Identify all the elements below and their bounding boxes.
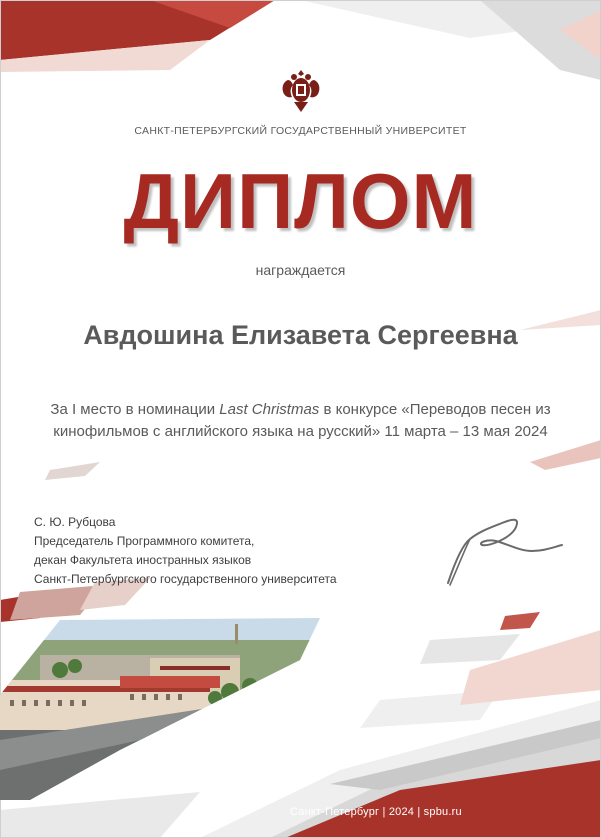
handwritten-signature [440,505,570,590]
award-description [20,399,581,443]
recipient-name: Авдошина Елизавета Сергеевна [83,320,518,350]
footer-text: Санкт-Петербург | 2024 | spbu.ru [290,806,462,818]
signatory-university: Санкт-Петербургского государственного университета [34,572,337,586]
signatory-name: С. Ю. Рубцова [34,515,116,529]
signatory-block [34,513,337,589]
university-name: САНКТ-ПЕТЕРБУРГСКИЙ ГОСУДАРСТВЕННЫЙ УНИВЕРСИТЕТ [134,125,467,137]
description-part1: За I место в номинации [50,401,220,418]
description-part2: в конкурсе «Переводов песен из кинофильмов с английского языка на русский» 11 марта – 13 мая 2024 [53,401,551,440]
page-title: ДИПЛОМ [123,157,478,245]
signatory-position: Председатель Программного комитета, [34,534,255,548]
university-emblem-icon [280,68,322,114]
awarded-label: награждается [255,262,346,278]
signatory-faculty: декан Факультета иностранных языков [34,553,252,567]
nomination-name: Last Christmas [219,401,320,418]
university-campus-photo [0,600,340,800]
